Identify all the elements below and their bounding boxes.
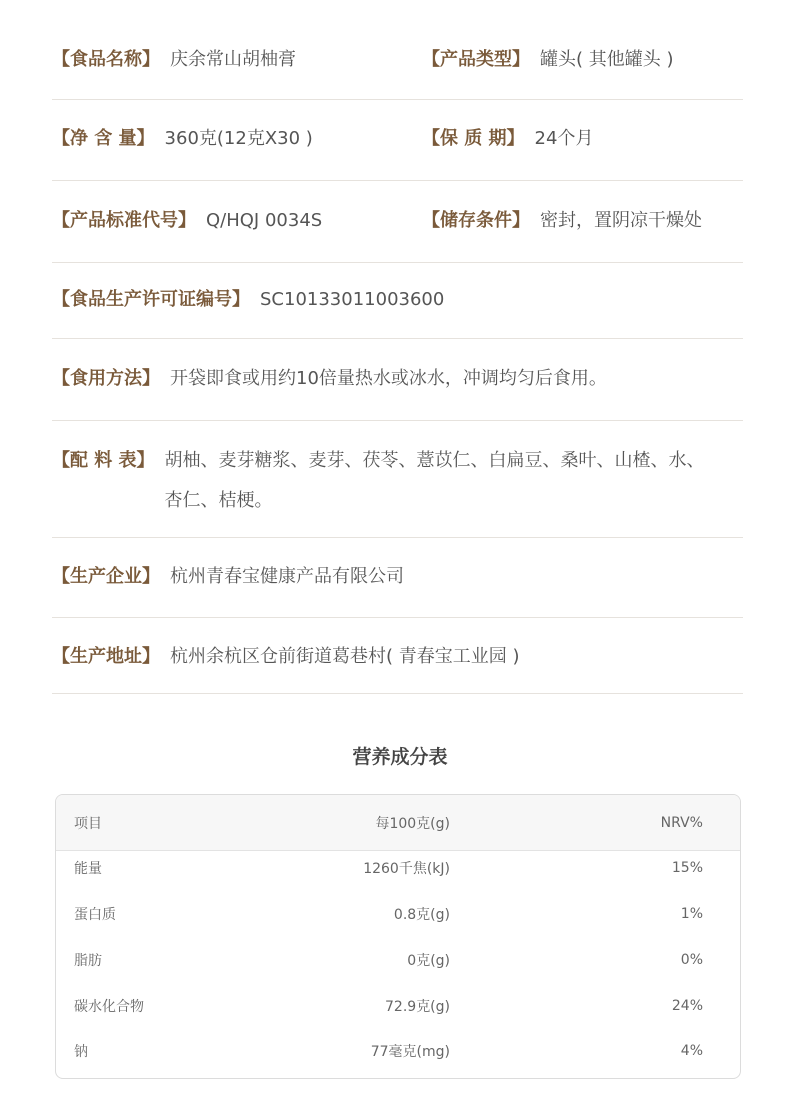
nutrient-nrv: 15% [671,860,703,876]
manufacturer-field [52,564,404,590]
table-row [56,1028,740,1074]
standard-code-label: 【产品标准代号】 [52,210,196,231]
nutrition-table [55,794,741,1079]
nutrient-nrv: 24% [671,998,703,1014]
usage-label: 【食用方法】 [52,368,160,389]
product-type-label: 【产品类型】 [422,49,530,70]
storage-field [422,208,702,234]
food-name-label: 【食品名称】 [52,49,160,70]
nutrient-amount: 0克(g) [407,953,450,969]
nutrient-nrv: 1% [680,906,703,922]
manufacturer-value: 杭州青春宝健康产品有限公司 [170,566,404,587]
info-row-address [52,617,743,694]
usage-field [52,366,607,392]
header-item: 项目 [74,815,102,832]
nutrient-amount: 0.8克(g) [393,907,450,923]
storage-value: 密封，置阴凉干燥处 [540,210,702,231]
nutrient-amount: 77毫克(mg) [370,1044,450,1060]
nutrient-nrv: 4% [680,1043,703,1059]
address-value: 杭州余杭区仓前街道葛巷村( 青春宝工业园 ) [170,646,520,667]
ingredients-field [52,448,721,521]
nutrient-nrv: 0% [680,952,703,968]
header-nrv: NRV% [660,814,703,831]
info-row-standard-storage [52,180,743,263]
nutrient-name: 蛋白质 [74,907,116,923]
nutrient-amount: 1260千焦(kJ) [363,861,450,877]
nutrient-amount: 72.9克(g) [385,999,450,1015]
food-name-value: 庆余常山胡柚膏 [170,49,296,70]
address-label: 【生产地址】 [52,646,160,667]
address-field [52,644,520,670]
nutrient-name: 能量 [74,861,102,877]
manufacturer-label: 【生产企业】 [52,566,160,587]
info-row-license [52,262,743,339]
nutrient-name: 钠 [74,1044,88,1060]
food-name-field [52,47,296,73]
storage-label: 【储存条件】 [422,210,530,231]
nutrition-header-row [56,795,740,851]
net-content-field [52,126,313,152]
product-type-value: 罐头( 其他罐头 ) [540,49,674,70]
info-row-name-type [52,0,743,100]
nutrient-name: 碳水化合物 [74,999,144,1015]
shelf-life-value: 24个月 [534,128,594,149]
shelf-life-label: 【保 质 期】 [422,128,525,149]
nutrition-title: 营养成分表 [352,746,448,768]
shelf-life-field [422,126,593,152]
net-content-value: 360克(12克X30 ) [164,128,313,149]
license-field [52,287,444,313]
ingredients-label: 【配 料 表】 [52,450,155,471]
usage-value: 开袋即食或用约10倍量热水或冰水，冲调均匀后食用。 [170,368,607,389]
license-label: 【食品生产许可证编号】 [52,289,250,310]
info-row-ingredients [52,420,743,538]
ingredients-value: 胡柚、麦芽糖浆、麦芽、茯苓、薏苡仁、白扁豆、桑叶、山楂、水、杏仁、桔梗。 [164,450,705,511]
table-row [56,937,740,983]
info-row-content-shelf [52,99,743,181]
standard-code-field [52,208,322,234]
info-row-manufacturer [52,537,743,618]
nutrient-name: 脂肪 [74,953,102,969]
license-value: SC10133011003600 [260,289,445,310]
table-row [56,845,740,891]
info-row-usage [52,338,743,421]
net-content-label: 【净 含 量】 [52,128,155,149]
standard-code-value: Q/HQJ 0034S [206,210,323,231]
table-row [56,983,740,1029]
table-row [56,891,740,937]
header-per-100g: 每100克(g) [375,815,450,832]
product-type-field [422,47,674,73]
